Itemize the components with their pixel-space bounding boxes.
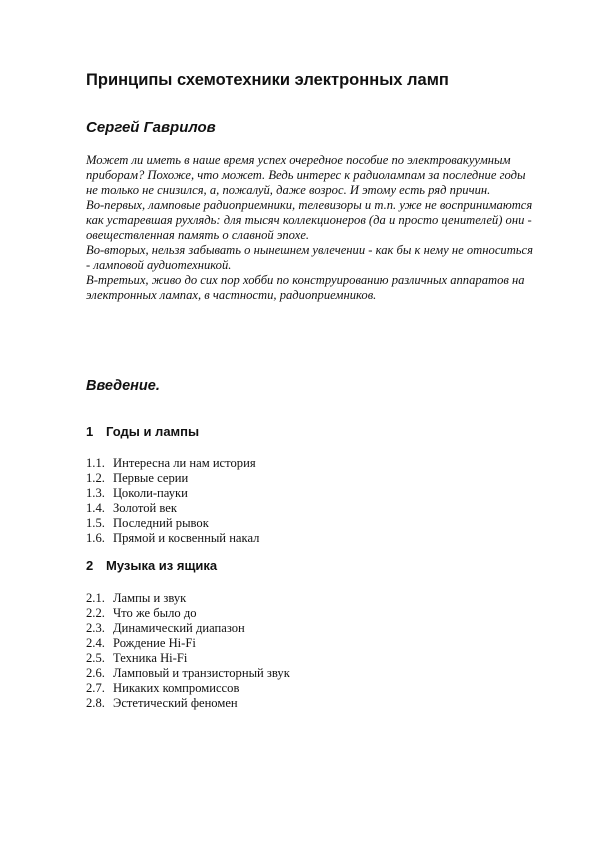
preface-line: приборам? Похоже, что может. Ведь интерес к радиолампам за последние годы	[86, 168, 526, 182]
toc-item-title: Ламповый и транзисторный звук	[113, 666, 290, 680]
section-heading	[86, 558, 217, 573]
toc-item-title: Никаких компромиссов	[113, 681, 240, 695]
section-heading	[86, 424, 199, 439]
section-title: Годы и лампы	[106, 424, 200, 439]
preface-line: Может ли иметь в наше время успех очередное пособие по электровакуумным	[86, 153, 511, 167]
toc-item-title: Что же было до	[113, 606, 197, 620]
preface-line: - ламповой аудиотехникой.	[86, 258, 232, 272]
toc-item-title: Золотой век	[113, 501, 177, 515]
section-title: Музыка из ящика	[106, 558, 218, 573]
section-number: 1	[86, 424, 94, 439]
preface-line: Во-вторых, нельзя забывать о нынешнем увлечении - как бы к нему не относиться	[86, 243, 533, 257]
toc-item-number: 1.2.	[86, 471, 105, 485]
toc-list	[86, 591, 290, 711]
toc-item-number: 2.8.	[86, 696, 105, 710]
toc-item	[86, 681, 290, 696]
intro-heading: Введение.	[86, 378, 160, 394]
toc-item-number: 2.3.	[86, 621, 105, 635]
toc-item-title: Рождение Hi-Fi	[113, 636, 196, 650]
preface-paragraph	[86, 153, 533, 303]
toc-item-number: 1.1.	[86, 456, 105, 470]
preface-line: Во-первых, ламповые радиоприемники, телевизоры и т.п. уже не воспринимаются	[86, 198, 533, 212]
preface-line: как устаревшая рухлядь: для тысяч коллекционеров (да и просто ценителей) они -	[86, 213, 532, 227]
toc-item	[86, 591, 290, 606]
toc-item-number: 2.7.	[86, 681, 105, 695]
preface-line: не только не снизился, а, пожалуй, даже возрос. И этому есть ряд причин.	[86, 183, 491, 197]
toc-item-title: Цоколи-пауки	[113, 486, 188, 500]
section-number: 2	[86, 558, 94, 573]
toc-item-number: 1.4.	[86, 501, 105, 515]
toc-item-title: Эстетический феномен	[113, 696, 238, 710]
toc-item-number: 1.6.	[86, 531, 105, 545]
toc-item	[86, 666, 290, 681]
toc-item	[86, 456, 259, 471]
toc-item	[86, 471, 259, 486]
toc-item-title: Последний рывок	[113, 516, 209, 530]
toc-item-number: 1.5.	[86, 516, 105, 530]
toc-item	[86, 606, 290, 621]
toc-item-title: Динамический диапазон	[113, 621, 245, 635]
toc-item-title: Прямой и косвенный накал	[113, 531, 260, 545]
toc-item	[86, 696, 290, 711]
toc-item-number: 2.5.	[86, 651, 105, 665]
toc-item	[86, 651, 290, 666]
toc-item-title: Лампы и звук	[113, 591, 187, 605]
document-title: Принципы схемотехники электронных ламп	[86, 71, 449, 89]
toc-item-number: 2.1.	[86, 591, 105, 605]
toc-item	[86, 501, 259, 516]
toc-list	[86, 456, 259, 546]
preface-line: электронных лампах, в частности, радиоприемников.	[86, 288, 377, 302]
toc-item-number: 2.4.	[86, 636, 105, 650]
toc-item	[86, 636, 290, 651]
toc-item	[86, 531, 259, 546]
toc-item	[86, 486, 259, 501]
toc-item-title: Первые серии	[113, 471, 189, 485]
toc-item-title: Интересна ли нам история	[113, 456, 256, 470]
preface-line: В-третьих, живо до сих пор хобби по конструированию различных аппаратов на	[86, 273, 525, 287]
toc-item	[86, 516, 259, 531]
toc-item-number: 1.3.	[86, 486, 105, 500]
toc-item	[86, 621, 290, 636]
author-name: Сергей Гаврилов	[86, 119, 216, 136]
toc-item-number: 2.6.	[86, 666, 105, 680]
toc-item-title: Техника Hi-Fi	[113, 651, 188, 665]
preface-line: овеществленная память о славной эпохе.	[86, 228, 310, 242]
toc-item-number: 2.2.	[86, 606, 105, 620]
